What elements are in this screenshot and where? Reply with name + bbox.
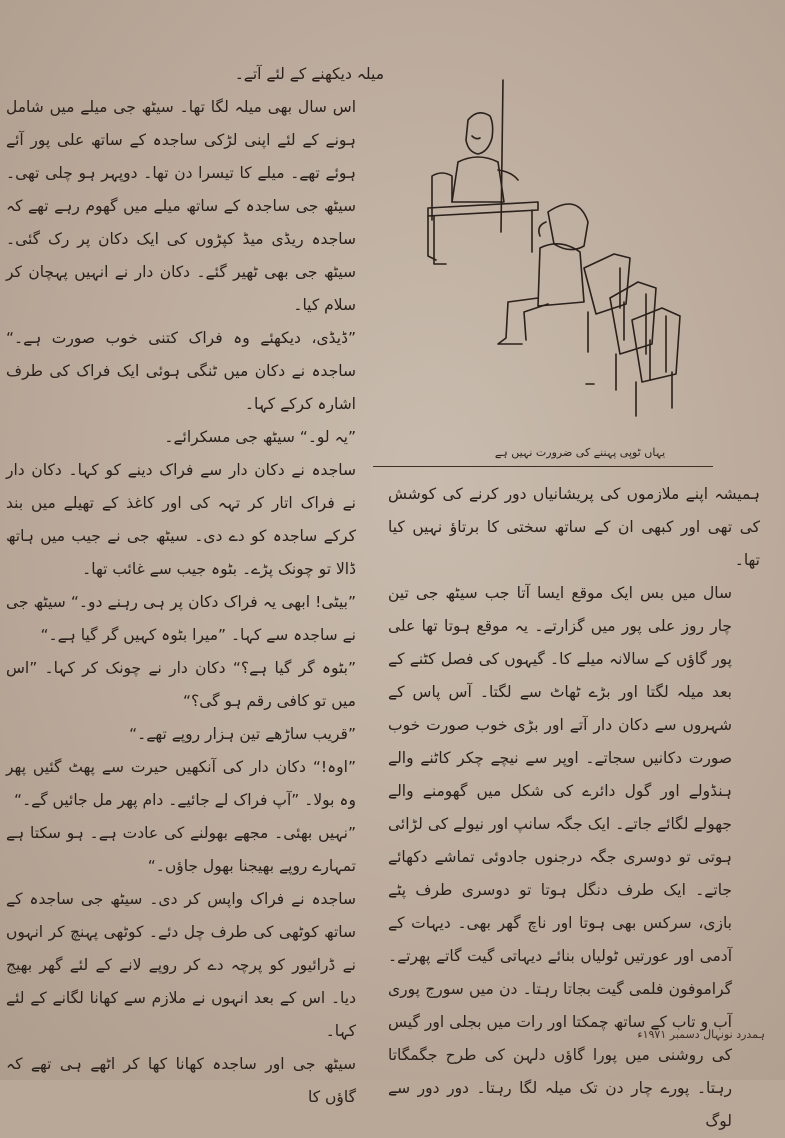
chair-2 bbox=[610, 282, 656, 354]
cartoon-caption: یہاں ٹوپی پہننے کی ضرورت نہیں ہے bbox=[494, 446, 666, 459]
paragraph: ساجدہ نے دکان دار سے فراک دینے کو کہا۔ دکان دار نے فراک اتار کر تہہ کی اور کاغذ کے تھیلے میں بند کرکے ساجدہ کو دے دی۔ سیٹھ جی نے جیب میں ہاتھ ڈالا تو چونک پڑے۔ بٹوہ جیب سے غائب تھا۔ bbox=[6, 461, 356, 578]
left-text-column bbox=[6, 58, 384, 1114]
chair-1 bbox=[584, 254, 630, 314]
visitor-head bbox=[548, 204, 588, 250]
wall-post bbox=[501, 80, 503, 232]
paragraph: سیٹھ جی اور ساجدہ کھانا کھا کر اٹھے ہی تھے کہ گاؤں کا bbox=[6, 1055, 356, 1106]
paragraph: ”اوہ!“ دکان دار کی آنکھیں حیرت سے پھٹ گئیں پھر وہ بولا۔ ”آپ فراک لے جائیے۔ دام پھر مل جائیں گے۔“ bbox=[6, 758, 356, 809]
paragraph: ”ڈیڈی، دیکھئے وہ فراک کتنی خوب صورت ہے۔“ ساجدہ نے دکان میں ٹنگی ہوئی ایک فراک کی طرف اشارہ کرکے کہا۔ bbox=[6, 329, 356, 413]
officer-body bbox=[452, 157, 504, 202]
page-footer: ہمدرد نونہال دسمبر ۱۹۷۱ء bbox=[637, 1028, 765, 1041]
paragraph: ساجدہ نے فراک واپس کر دی۔ سیٹھ جی ساجدہ کے ساتھ کوٹھی کی طرف چل دئے۔ کوٹھی پہنچ کر انہوں نے ڈرائیور کو پرچہ دے کر روپے لانے کے لئے گھر بھیج دیا۔ اس کے بعد انہوں نے ملازم سے کھانا لگانے کے لئے کہا۔ bbox=[6, 890, 356, 1040]
paragraph: ”بیٹی! ابھی یہ فراک دکان پر ہی رہنے دو۔“ سیٹھ جی نے ساجدہ سے کہا۔ ”میرا بٹوہ کہیں گر گیا ہے۔“ bbox=[6, 593, 356, 644]
paragraph: سال میں بس ایک موقع ایسا آتا جب سیٹھ جی تین چار روز علی پور میں گزارتے۔ یہ موقع ہوتا تھا علی پور گاؤں کے سالانہ میلے کا۔ گیہوں کی فصل کٹنے کے بعد میلہ لگتا اور بڑے ٹھاٹ سے لگتا۔ آس پاس کے شہروں سے دکان دار آتے اور بڑی خوب صورت خوب صورت دکانیں سجاتے۔ اوپر سے نیچے چکر کاٹنے والے ہنڈولے اور گول دائرے کی شکل میں گھومنے والے جھولے لگائے جاتے۔ ایک جگہ سانپ اور نیولے کی لڑائی ہوتی تو دوسری جگہ درجنوں جادوئی تماشے دکھائے جاتے۔ ایک طرف دنگل ہوتا تو دوسری طرف پٹے بازی، سرکس بھی ہوتا اور ناچ گھر بھی۔ دیہات کے آدمی اور عورتیں ٹولیاں بنائے دیہاتی گیت گاتے پھرتے۔ گراموفون فلمی گیت بجاتا رہتا۔ دن میں سورج پوری آب و تاب کے ساتھ چمکتا اور رات میں بجلی اور گیس کی روشنی میں پورا گاؤں دلہن کی طرح جگمگاتا رہتا۔ پورے چار دن تک میلہ لگا رہتا۔ دور دور سے لوگ bbox=[388, 584, 732, 1130]
paragraph: ”یہ لو۔“ سیٹھ جی مسکرائے۔ bbox=[164, 428, 356, 446]
paragraph: ”نہیں بھئی۔ مجھے بھولنے کی عادت ہے۔ ہو سکتا ہے تمہارے روپے بھیجنا بھول جاؤں۔“ bbox=[6, 824, 356, 875]
officer-head bbox=[466, 113, 493, 154]
chair-3 bbox=[632, 308, 680, 382]
paragraph: میلہ دیکھنے کے لئے آتے۔ bbox=[234, 65, 384, 83]
paragraph: اس سال بھی میلہ لگا تھا۔ سیٹھ جی میلے میں شامل ہونے کے لئے اپنی لڑکی ساجدہ کے ساتھ علی پور آئے ہوئے تھے۔ میلے کا تیسرا دن تھا۔ دوپہر ہو چلی تھی۔ سیٹھ جی ساجدہ کے ساتھ میلے میں گھوم رہے تھے کہ ساجدہ ریڈی میڈ کپڑوں کی ایک دکان پر رک گئی۔ سیٹھ جی بھی ٹھیر گئے۔ دکان دار نے انہیں پہچان کر سلام کیا۔ bbox=[6, 98, 356, 314]
paragraph: ”قریب ساڑھے تین ہزار روپے تھے۔“ bbox=[129, 725, 356, 743]
desk-top bbox=[428, 202, 538, 216]
officer-chair bbox=[432, 173, 452, 220]
paragraph: ہمیشہ اپنے ملازموں کی پریشانیاں دور کرنے کی کوشش کی تھی اور کبھی ان کے ساتھ سختی کا برتاؤ نہیں کیا تھا۔ bbox=[388, 485, 760, 569]
cartoon-illustration bbox=[398, 72, 698, 432]
paragraph: ”بٹوہ گر گیا ہے؟“ دکان دار نے چونک کر کہا۔ ”اس میں تو کافی رقم ہو گی؟“ bbox=[6, 659, 356, 710]
column-divider bbox=[373, 466, 713, 467]
visitor-body bbox=[538, 244, 584, 306]
